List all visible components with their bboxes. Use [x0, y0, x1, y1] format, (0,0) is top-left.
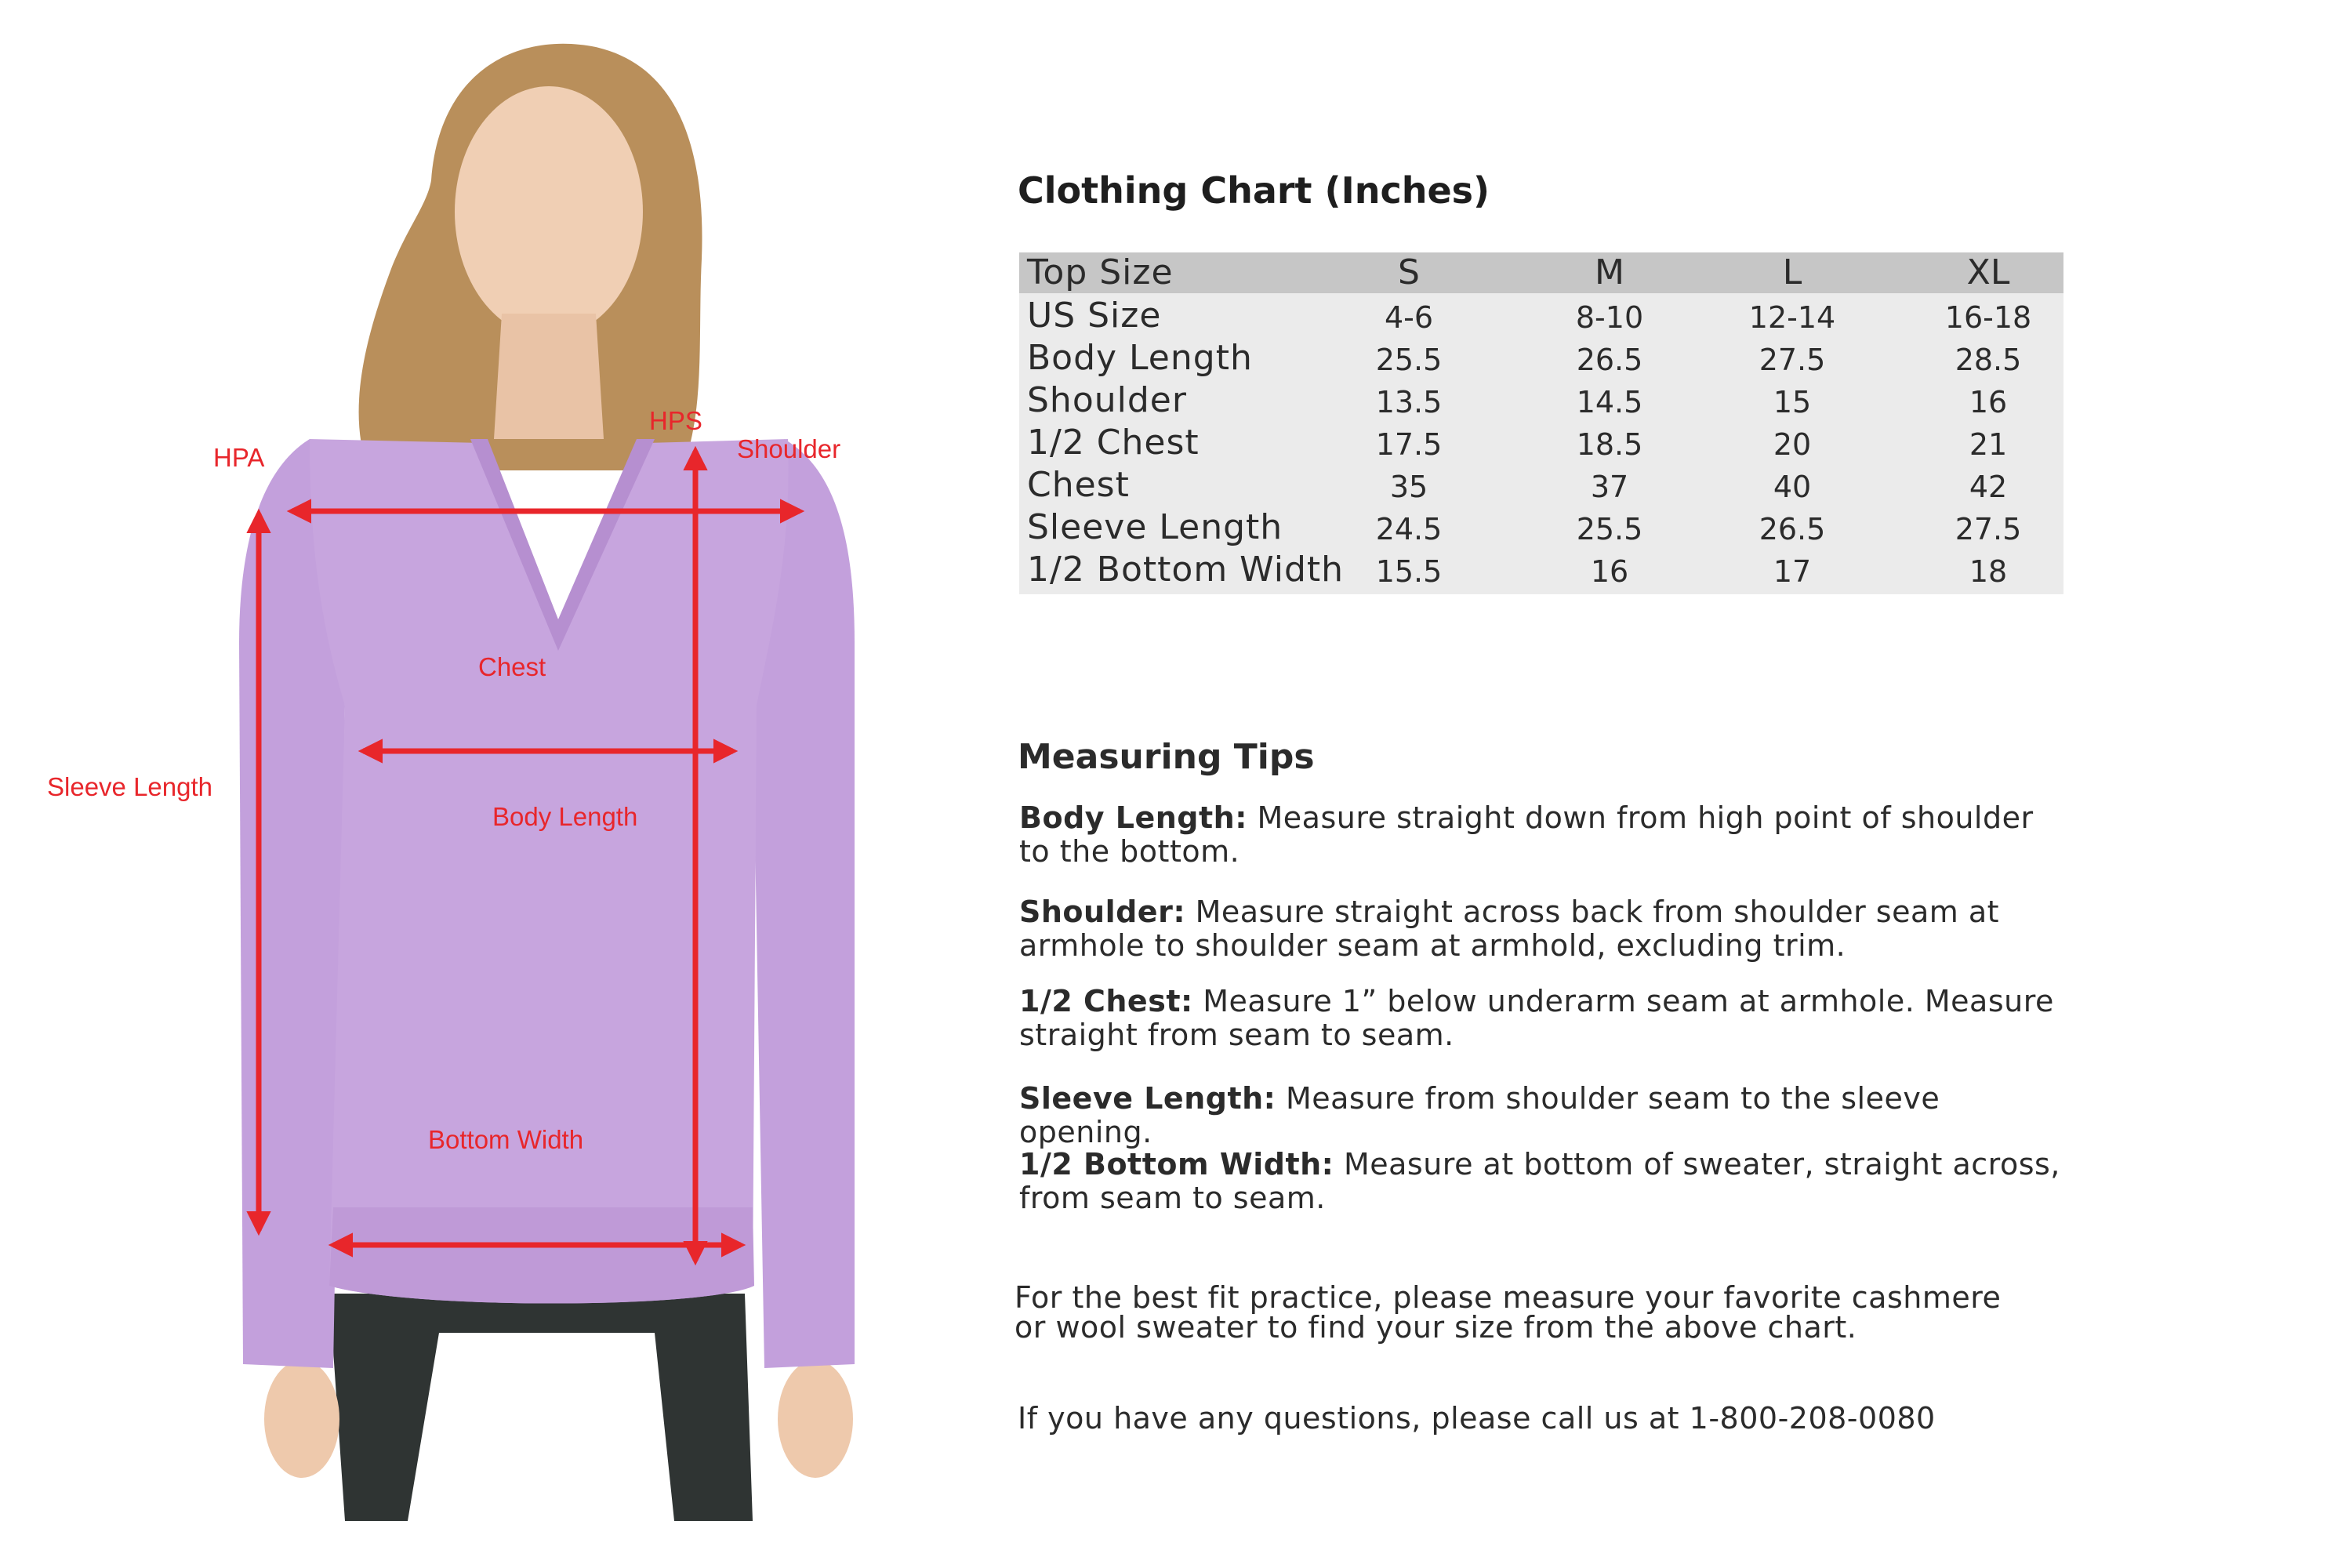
cell: 21: [1969, 427, 2008, 462]
cell: 17: [1773, 554, 1812, 589]
cell: 28.5: [1955, 343, 2022, 377]
fit-note: For the best fit practice, please measure your favorite cashmere or wool sweater to find your size from the above chart.: [1014, 1280, 2002, 1345]
neck: [494, 314, 604, 439]
contact-note: If you have any questions, please call us at 1-800-208-0080: [1018, 1401, 1936, 1436]
tip-term: 1/2 Chest:: [1019, 984, 1193, 1018]
row-label: Sleeve Length: [1027, 507, 1283, 547]
cell: 26.5: [1759, 512, 1826, 546]
table-row: [1019, 337, 2063, 379]
hpa-label: HPA: [213, 443, 265, 472]
model-figure: [0, 0, 972, 1568]
tip-term: Shoulder:: [1019, 895, 1186, 929]
tip-term: 1/2 Bottom Width:: [1019, 1147, 1334, 1181]
cell: 16: [1590, 554, 1629, 589]
tip-body-length: [1019, 801, 2062, 869]
table-row: [1019, 506, 2063, 549]
tip-term: Sleeve Length:: [1019, 1081, 1276, 1116]
row-label: Shoulder: [1027, 380, 1187, 420]
tip-text: Measure from shoulder seam to the sleeve opening.: [1019, 1081, 1940, 1149]
hps-label: HPS: [649, 406, 702, 435]
cell: 24.5: [1375, 512, 1443, 546]
cell: 15.5: [1375, 554, 1443, 589]
table-row: [1019, 464, 2063, 506]
table-row: [1019, 549, 2063, 591]
cell: 40: [1773, 470, 1812, 504]
cell: 25.5: [1576, 512, 1643, 546]
header-label: Top Size: [1027, 252, 1174, 292]
cell: 14.5: [1576, 385, 1643, 419]
row-label: Body Length: [1027, 338, 1253, 378]
cell: 4-6: [1384, 300, 1434, 335]
tip-term: Body Length:: [1019, 800, 1247, 835]
cell: 8-10: [1575, 300, 1644, 335]
cell: 35: [1389, 470, 1428, 504]
table-header-row: [1019, 252, 2063, 293]
cell: 15: [1773, 385, 1812, 419]
left-hand: [264, 1360, 339, 1478]
size-table: [1019, 252, 2063, 594]
cell: 18.5: [1576, 427, 1643, 462]
table-row: [1019, 422, 2063, 464]
cell: 16: [1969, 385, 2008, 419]
tip-shoulder: [1019, 895, 2062, 963]
tip-text: Measure straight across back from shoulder seam at armhole to shoulder seam at armhold, excluding trim.: [1019, 895, 2000, 963]
cell: 13.5: [1375, 385, 1443, 419]
tip-text: Measure 1” below underarm seam at armhole. Measure straight from seam to seam.: [1019, 984, 2054, 1052]
cell: 27.5: [1955, 512, 2022, 546]
tip-sleeve-length: [1019, 1082, 2062, 1149]
sleeve-length-label: Sleeve Length: [47, 772, 213, 801]
chart-title: Clothing Chart (Inches): [1018, 169, 1490, 212]
row-label: Chest: [1027, 465, 1130, 505]
sweater-body: [310, 439, 789, 1304]
cell: 26.5: [1576, 343, 1643, 377]
tips-title: Measuring Tips: [1018, 737, 1315, 777]
right-hand: [778, 1360, 853, 1478]
cell: 18: [1969, 554, 2008, 589]
size-l: L: [1782, 252, 1802, 292]
bottom-width-label: Bottom Width: [428, 1125, 584, 1154]
tip-bottom-width: [1019, 1148, 2062, 1215]
jeans: [329, 1294, 753, 1521]
cell: 20: [1773, 427, 1812, 462]
table-row: [1019, 295, 2063, 337]
shoulder-label: Shoulder: [737, 434, 841, 463]
table-row: [1019, 379, 2063, 422]
body-length-label: Body Length: [492, 802, 638, 831]
cell: 27.5: [1759, 343, 1826, 377]
cell: 17.5: [1375, 427, 1443, 462]
size-m: M: [1595, 252, 1624, 292]
face: [455, 86, 643, 337]
cell: 42: [1969, 470, 2008, 504]
cell: 25.5: [1375, 343, 1443, 377]
tip-half-chest: [1019, 985, 2062, 1052]
chest-label: Chest: [478, 652, 546, 681]
row-label: 1/2 Chest: [1027, 423, 1200, 463]
size-xl: XL: [1966, 252, 2010, 292]
cell: 16-18: [1944, 300, 2032, 335]
cell: 12-14: [1748, 300, 1836, 335]
size-s: S: [1398, 252, 1420, 292]
tip-text: Measure at bottom of sweater, straight across, from seam to seam.: [1019, 1147, 2060, 1215]
hem-rib: [329, 1207, 754, 1304]
tip-text: Measure straight down from high point of shoulder to the bottom.: [1019, 800, 2034, 869]
cell: 37: [1590, 470, 1629, 504]
table-body: [1019, 293, 2063, 594]
row-label: 1/2 Bottom Width: [1027, 550, 1345, 590]
row-label: US Size: [1027, 296, 1162, 336]
